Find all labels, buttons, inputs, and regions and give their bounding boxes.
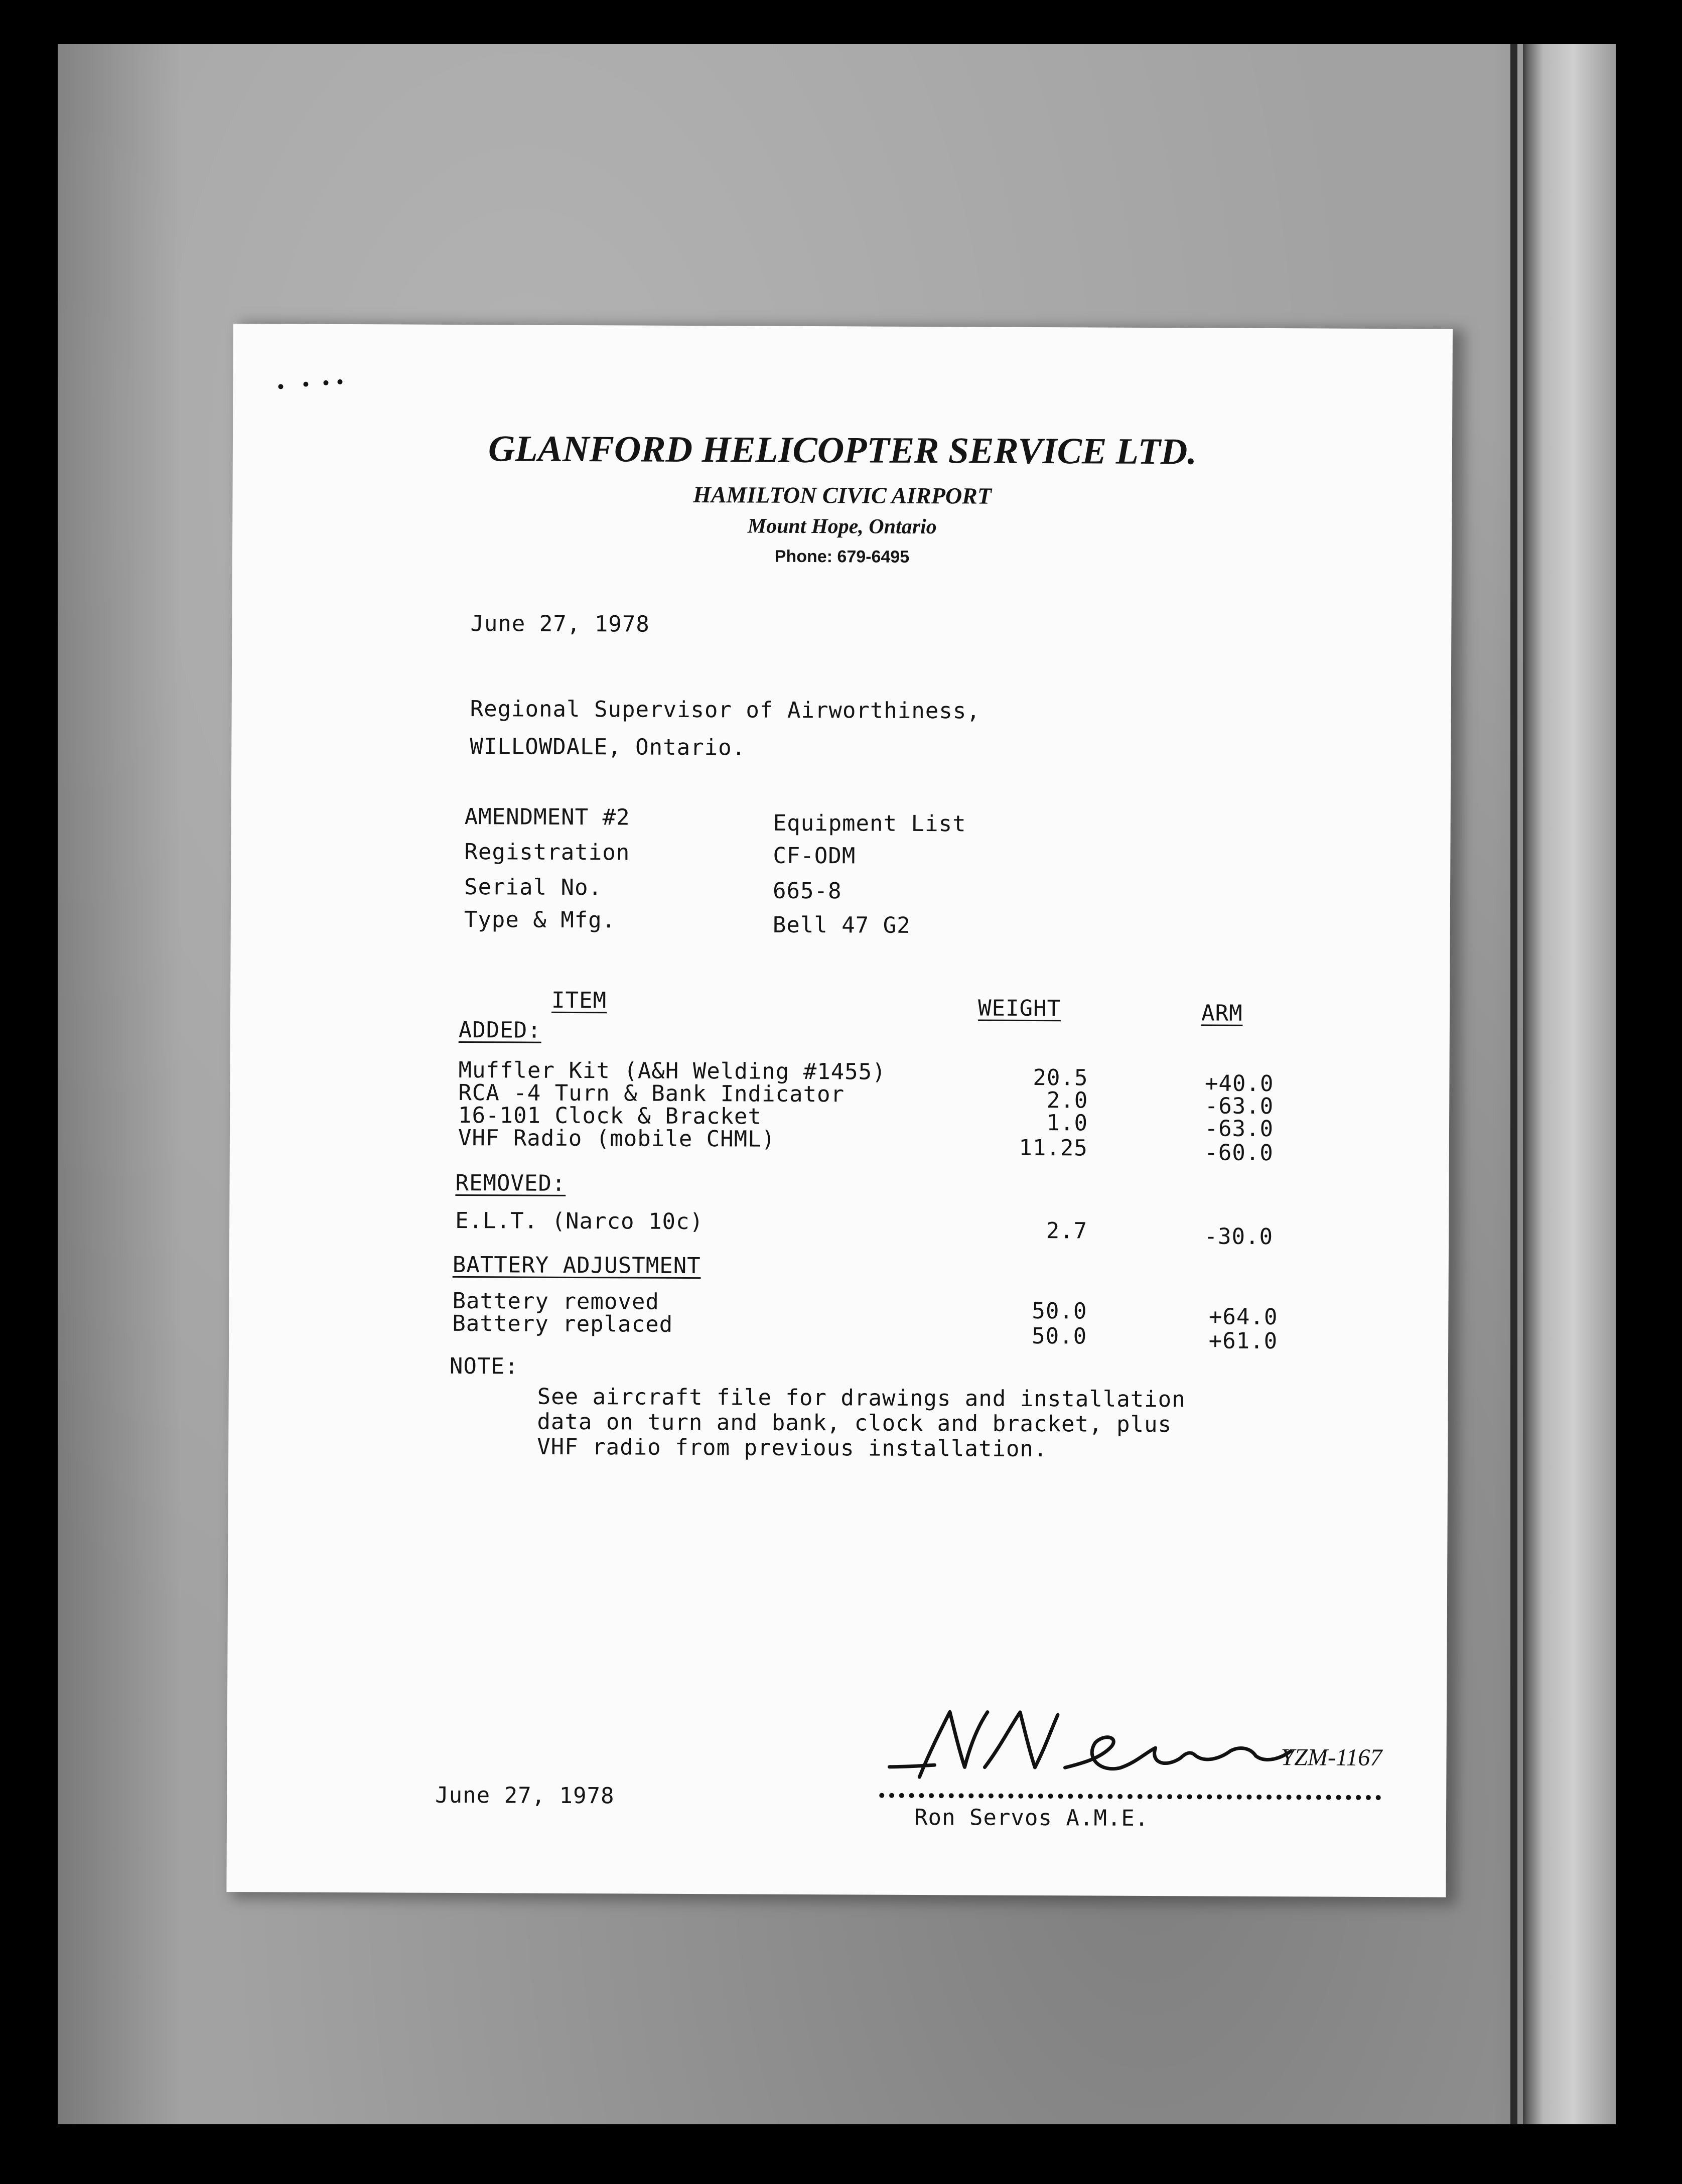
added-arm-1: +40.0 [1204,1070,1274,1097]
added-item-3: 16-101 Clock & Bracket [458,1102,762,1130]
section-label-added: ADDED: [458,1017,541,1043]
speck [278,384,283,389]
battery-item-1: Battery removed [452,1288,659,1315]
added-weight-2: 2.0 [1046,1087,1088,1114]
company-name: GLANFORD HELICOPTER SERVICE LTD. [488,428,1197,473]
speck [337,379,342,384]
recipient-line-2: WILLOWDALE, Ontario. [470,734,746,761]
note-line-3: VHF radio from previous installation. [537,1434,1048,1462]
city-line: Mount Hope, Ontario [747,514,937,539]
speck [323,380,328,385]
column-header-item: ITEM [551,987,607,1014]
detail-value-serial: 665-8 [772,878,842,904]
detail-value-registration: CF-ODM [773,843,856,869]
note-label: NOTE: [449,1353,519,1380]
removed-item-1: E.L.T. (Narco 10c) [455,1207,704,1235]
detail-label-type: Type & Mfg. [464,907,616,933]
added-arm-2: -63.0 [1204,1093,1274,1120]
added-weight-1: 20.5 [1033,1064,1088,1091]
battery-weight-1: 50.0 [1032,1298,1087,1324]
column-header-weight: WEIGHT [977,995,1061,1022]
battery-arm-1: +64.0 [1208,1304,1278,1330]
detail-value-type: Bell 47 G2 [772,912,911,938]
detail-value-amendment: Equipment List [773,810,966,837]
column-header-arm: ARM [1201,1000,1243,1026]
battery-arm-2: +61.0 [1208,1328,1278,1354]
note-line-1: See aircraft file for drawings and installation [537,1384,1186,1413]
detail-label-amendment: AMENDMENT #2 [464,804,630,831]
added-weight-4: 11.25 [1019,1135,1088,1161]
license-number: YZM-1167 [1281,1744,1382,1771]
added-arm-3: -63.0 [1204,1116,1274,1142]
section-label-battery: BATTERY ADJUSTMENT [452,1252,701,1279]
added-item-1: Muffler Kit (A&H Welding #1455) [458,1057,886,1085]
date-top: June 27, 1978 [470,611,650,637]
signatory-name: Ron Servos A.M.E. [914,1804,1149,1831]
phone-line: Phone: 679-6495 [774,547,910,567]
added-item-2: RCA -4 Turn & Bank Indicator [458,1079,845,1108]
letter-page [226,324,1453,1897]
speck [303,382,308,387]
note-line-2: data on turn and bank, clock and bracket, plus [537,1409,1172,1438]
battery-weight-2: 50.0 [1032,1323,1087,1349]
frame-divider [1510,44,1517,2124]
added-item-4: VHF Radio (mobile CHML) [458,1125,776,1152]
recipient-line-1: Regional Supervisor of Airworthiness, [470,696,980,724]
date-bottom: June 27, 1978 [435,1782,615,1809]
airport-name: HAMILTON CIVIC AIRPORT [693,482,992,509]
removed-arm-1: -30.0 [1204,1223,1274,1250]
detail-label-registration: Registration [464,839,630,866]
section-label-removed: REMOVED: [455,1170,566,1196]
detail-label-serial: Serial No. [464,874,603,901]
added-arm-4: -60.0 [1204,1140,1274,1166]
added-weight-3: 1.0 [1046,1110,1088,1136]
removed-weight-1: 2.7 [1046,1218,1088,1244]
frame-edge-strip [1523,44,1616,2124]
battery-item-2: Battery replaced [452,1310,673,1337]
